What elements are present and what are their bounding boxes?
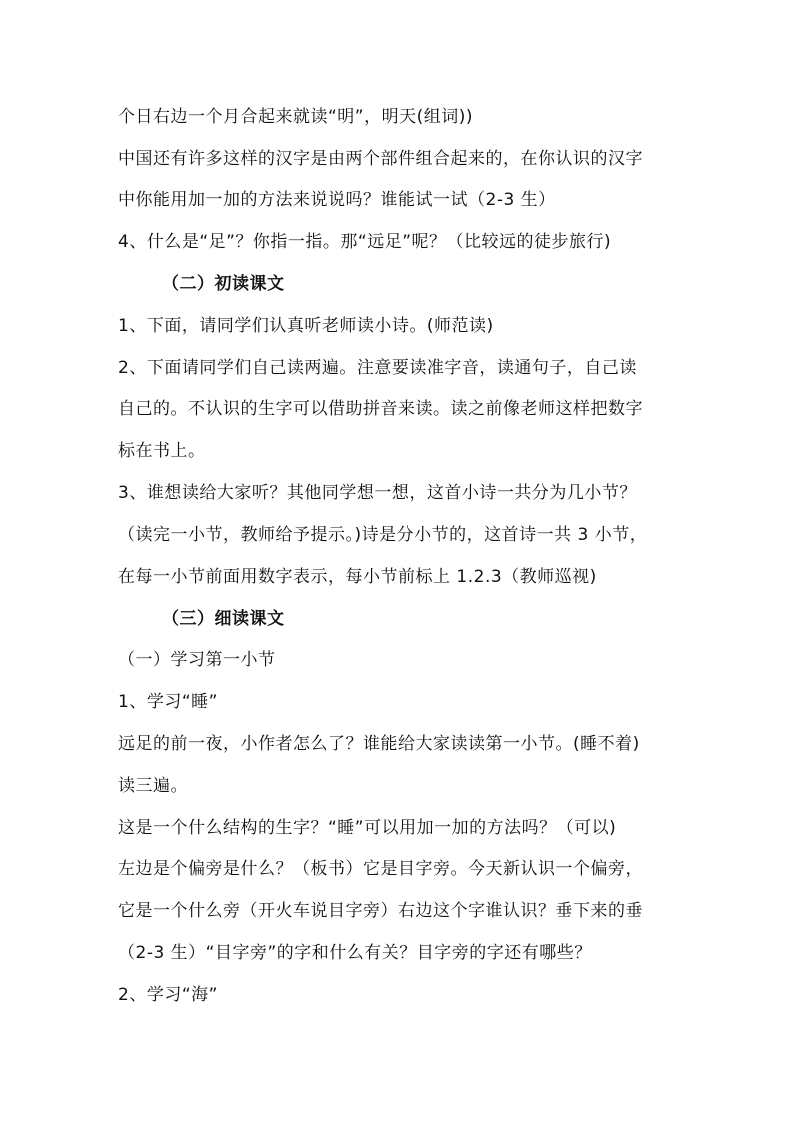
subsection-heading-first-stanza: （一）学习第一小节 [118, 650, 276, 670]
text-line-9: 标在书上。 [118, 441, 206, 461]
text-line-19: 左边是个偏旁是什么？（板书）它是目字旁。今天新认识一个偏旁， [118, 859, 643, 879]
text-line-16: 远足的前一夜，小作者怎么了？谁能给大家读读第一小节。(睡不着) [118, 734, 640, 754]
text-line-7: 2、下面请同学们自己读两遍。注意要读准字音，读通句子，自己读 [118, 358, 637, 378]
text-line-12: 在每一小节前面用数字表示，每小节前标上 1.2.3（教师巡视) [118, 567, 597, 587]
text-line-2: 中国还有许多这样的汉字是由两个部件组合起来的，在你认识的汉字 [118, 149, 643, 169]
text-line-1: 个日右边一个月合起来就读“明”，明天(组词)) [118, 107, 474, 127]
text-line-6: 1、下面，请同学们认真听老师读小诗。(师范读) [118, 316, 494, 336]
section-heading-close-reading: （三）细读课文 [162, 609, 285, 629]
text-line-22: 2、学习“海” [118, 985, 218, 1005]
text-line-3: 中你能用加一加的方法来说说吗？谁能试一试（2-3 生） [118, 190, 556, 210]
text-line-17: 读三遍。 [118, 776, 188, 796]
text-line-11: （读完一小节，教师给予提示。)诗是分小节的，这首诗一共 3 小节， [118, 525, 648, 545]
section-heading-first-reading: （二）初读课文 [162, 274, 285, 294]
text-line-8: 自己的。不认识的生字可以借助拼音来读。读之前像老师这样把数字 [118, 399, 643, 419]
text-line-15: 1、学习“睡” [118, 692, 218, 712]
text-line-20: 它是一个什么旁（开火车说目字旁）右边这个字谁认识？垂下来的垂 [118, 901, 643, 921]
text-line-21: （2-3 生）“目字旁”的字和什么有关？目字旁的字还有哪些？ [118, 943, 592, 963]
text-line-4: 4、什么是“足”？你指一指。那“远足”呢？（比较远的徒步旅行) [118, 232, 612, 252]
text-line-18: 这是一个什么结构的生字？“睡”可以用加一加的方法吗？（可以) [118, 818, 617, 838]
text-line-10: 3、谁想读给大家听？其他同学想一想，这首小诗一共分为几小节？ [118, 483, 637, 503]
